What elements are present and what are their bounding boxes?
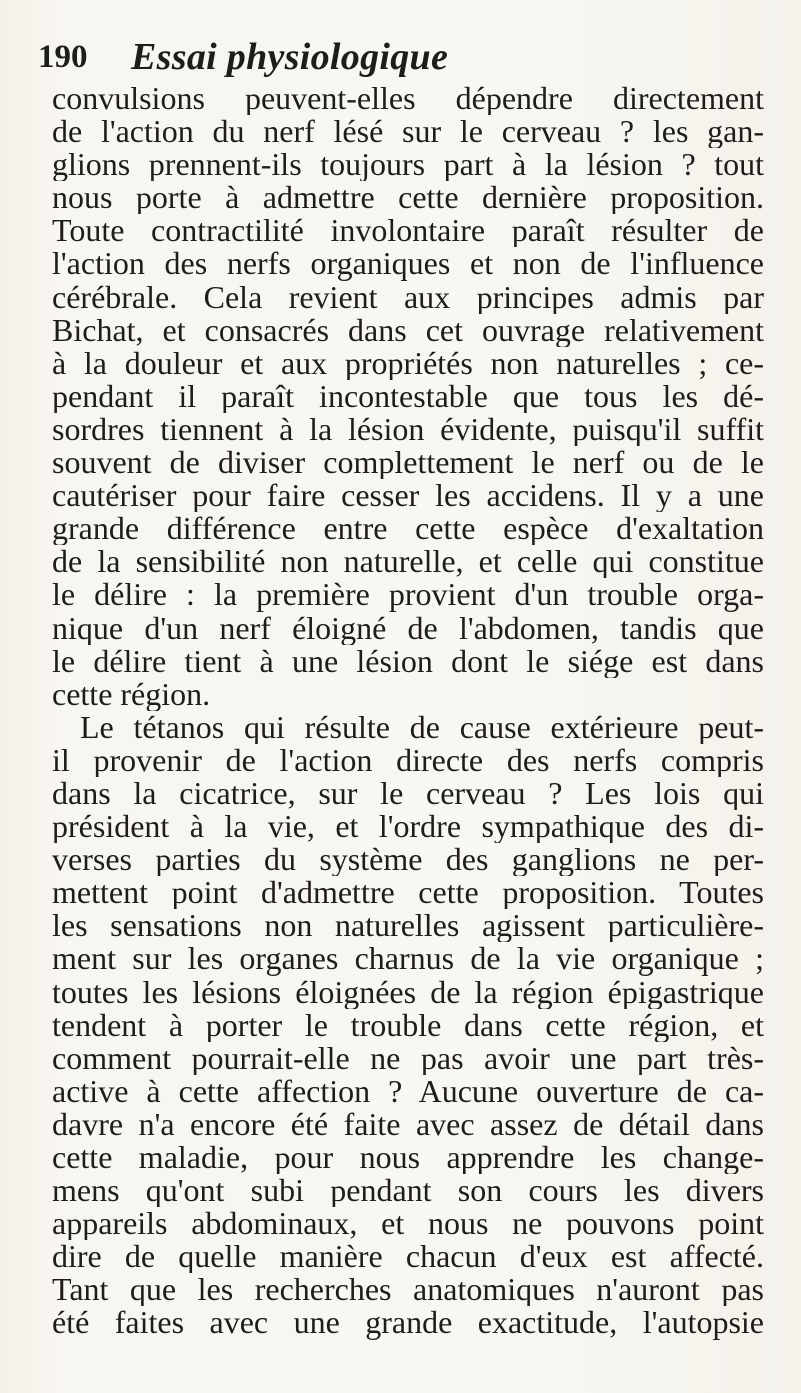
text-line: de la sensibilité non naturelle, et celle qui constitue <box>52 545 764 579</box>
text-line: il provenir de l'action directe des nerfs compris <box>52 743 764 777</box>
text-line: mens qu'ont subi pendant son cours les divers <box>52 1174 764 1208</box>
text-line: Bichat, et consacrés dans cet ouvrage relativement <box>52 313 764 347</box>
text-line: tendent à porter le trouble dans cette région, et <box>52 1008 764 1042</box>
running-head: Essai physiologique <box>131 36 449 78</box>
text-line: président à la vie, et l'ordre sympathique des di- <box>52 810 764 844</box>
text-line: mettent point d'admettre cette proposition. Toutes <box>52 876 764 910</box>
text-line: ment sur les organes charnus de la vie organique ; <box>52 942 764 976</box>
page-number: 190 <box>38 39 88 75</box>
text-line: appareils abdominaux, et nous ne pouvons point <box>52 1207 764 1241</box>
page-header <box>38 32 758 82</box>
text-line: davre n'a encore été faite avec assez de détail dans <box>52 1107 764 1141</box>
text-line: glions prennent-ils toujours part à la lésion ? tout <box>52 148 764 182</box>
text-line: dans la cicatrice, sur le cerveau ? Les lois qui <box>52 776 764 811</box>
text-line: dire de quelle manière chacun d'eux est affecté. <box>52 1240 764 1274</box>
text-line: cautériser pour faire cesser les accidens. Il y a une <box>52 479 764 513</box>
text-line: cérébrale. Cela revient aux principes admis par <box>52 280 764 314</box>
text-line: souvent de diviser complettement le nerf ou de le <box>52 446 764 480</box>
text-line: convulsions peuvent-elles dépendre directement <box>52 82 764 116</box>
text-line: Toute contractilité involontaire paraît résulter de <box>52 214 764 248</box>
text-line: toutes les lésions éloignées de la région épigastrique <box>52 975 764 1009</box>
text-line: de l'action du nerf lésé sur le cerveau ? les gan- <box>52 115 764 149</box>
text-line: le délire : la première provient d'un trouble orga- <box>52 578 764 612</box>
text-line: à la douleur et aux propriétés non naturelles ; ce- <box>52 346 764 380</box>
body-text <box>52 82 764 1340</box>
text-line: le délire tient à une lésion dont le siége est dans <box>52 644 764 678</box>
text-line: comment pourrait-elle ne pas avoir une part très- <box>52 1041 764 1075</box>
text-line: cette maladie, pour nous apprendre les change- <box>52 1141 764 1175</box>
text-line: l'action des nerfs organiques et non de l'influence <box>52 247 764 281</box>
text-line: Le tétanos qui résulte de cause extérieure peut- <box>80 710 764 744</box>
text-line: verses parties du système des ganglions ne per- <box>52 843 764 877</box>
text-line: nique d'un nerf éloigné de l'abdomen, tandis que <box>52 611 764 645</box>
text-line: été faites avec une grande exactitude, l'autopsie <box>52 1306 764 1340</box>
text-line: sordres tiennent à la lésion évidente, puisqu'il suffit <box>52 412 764 447</box>
text-line: les sensations non naturelles agissent particulière- <box>52 909 764 943</box>
text-line: pendant il paraît incontestable que tous les dé- <box>52 379 764 413</box>
text-line: Tant que les recherches anatomiques n'auront pas <box>52 1273 764 1307</box>
text-line: active à cette affection ? Aucune ouverture de ca- <box>52 1074 764 1108</box>
text-line: nous porte à admettre cette dernière proposition. <box>52 181 764 215</box>
text-line: cette région. <box>52 677 211 711</box>
text-line: grande différence entre cette espèce d'exaltation <box>52 512 764 546</box>
